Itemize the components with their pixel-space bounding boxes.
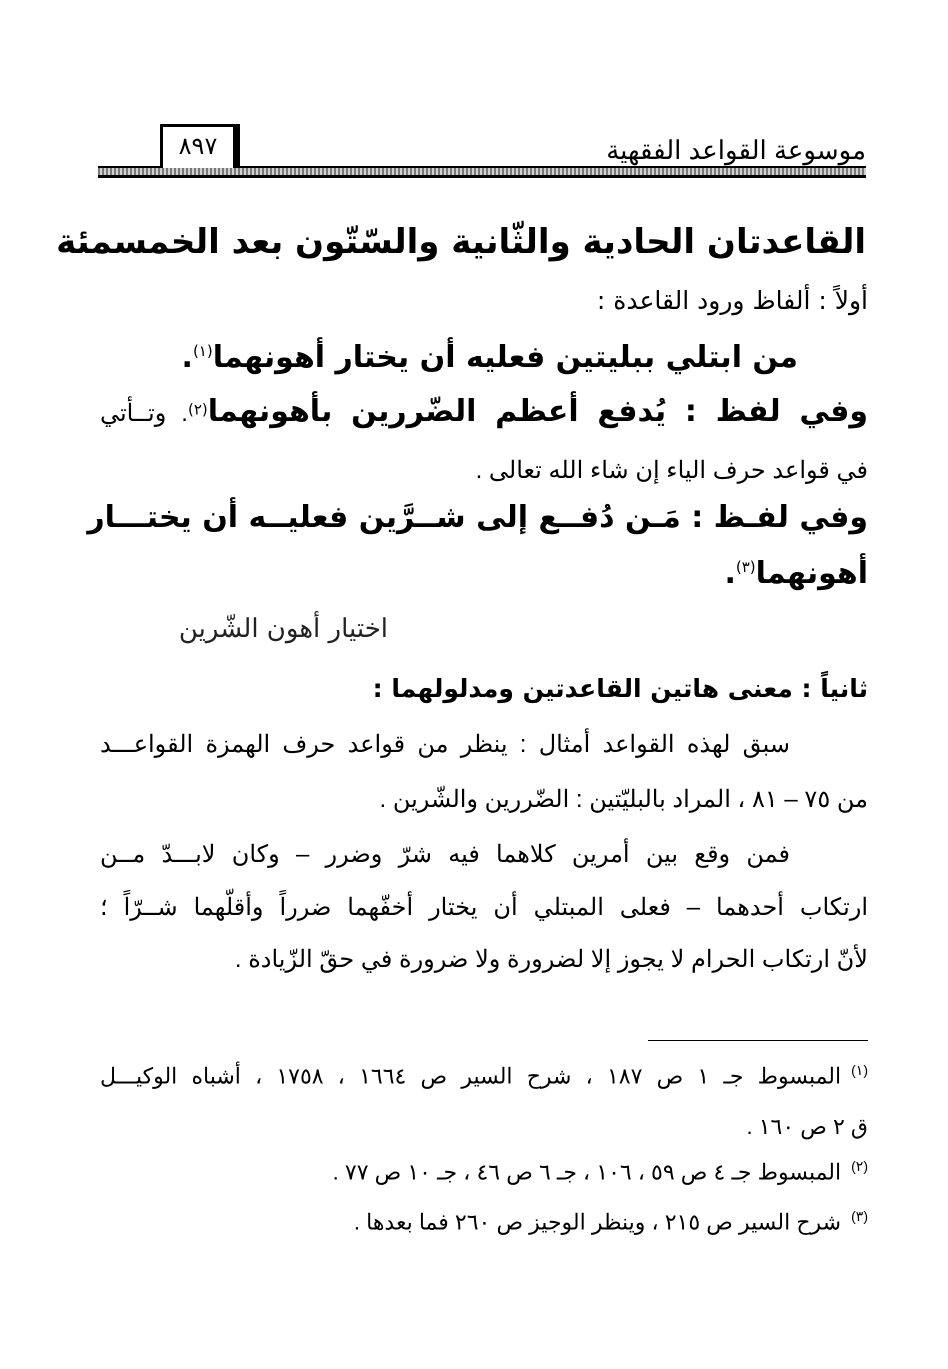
rule-statement-1 <box>182 340 798 375</box>
rule-statement-3 <box>87 500 868 535</box>
para1-line2: من ٧٥ – ٨١ ، المراد بالبليّتين : الضّررين والشّرين . <box>379 786 868 813</box>
rule3-prefix: وفي لفـظ : <box>680 500 868 535</box>
footnote-ref-2[interactable]: (٢) <box>187 400 208 419</box>
rule3-end: . <box>724 556 736 591</box>
footnote-1-number: (١) <box>851 1062 868 1078</box>
rule1-end: . <box>181 340 193 375</box>
rule-statement-2 <box>100 394 868 429</box>
section2-title: ثانياً : معنى هاتين القاعدتين ومدلولهما : <box>372 674 868 703</box>
page-number: ٨٩٧ <box>160 124 240 168</box>
footnote-2 <box>333 1158 868 1185</box>
footnote-1 <box>100 1062 868 1089</box>
rule2-tail: . وتــأتي <box>100 400 188 427</box>
rule-statement-3-cont <box>724 556 868 591</box>
footnote-3 <box>354 1208 868 1235</box>
para2-line1: فمن وقع بين أمرين كلاهما فيه شرّ وضرر – وكان لابـــدّ مــن <box>100 841 790 868</box>
rule1-text: من ابتلي ببليتين فعليه أن يختار أهونهما <box>212 340 798 375</box>
footnote-1-text: المبسوط جـ ١ ص ١٨٧ ، شرح السير ص ١٦٦٤ ، ١٧٥٨ ، أشباه الوكيـــل <box>100 1063 842 1089</box>
running-header-title: موسوعة القواعد الفقهية <box>606 135 866 165</box>
footnote-3-text: شرح السير ص ٢١٥ ، وينظر الوجيز ص ٢٦٠ فما بعدها . <box>353 1209 842 1235</box>
rule2-continuation: في قواعد حرف الياء إن شاء الله تعالى . <box>475 457 868 484</box>
footnote-ref-1[interactable]: (١) <box>192 342 213 360</box>
para1-line1: سبق لهذه القواعد أمثال : ينظر من قواعد حرف الهمزة القواعـــد <box>100 731 790 758</box>
footnote-3-number: (٣) <box>851 1208 868 1224</box>
footnote-2-number: (٢) <box>851 1158 868 1174</box>
rule2-text: يُدفع أعظم الضّررين بأهونهما <box>207 394 667 429</box>
handwritten-annotation: اختيار أهون الشّرين <box>178 614 388 644</box>
para2-line2: ارتكاب أحدهما – فعلى المبتلي أن يختار أخفّهما ضرراً وأقلّهما شــرّاً ؛ <box>100 894 868 921</box>
section1-title: أولاً : ألفاظ ورود القاعدة : <box>596 286 868 315</box>
rule3-line1: مَـن دُفــع إلى شــرَّين فعليــه أن يختـــار <box>87 500 681 535</box>
footnote-2-text: المبسوط جـ ٤ ص ٥٩ ، ١٠٦ ، جـ ٦ ص ٤٦ ، جـ ١٠ ص ٧٧ . <box>332 1159 842 1185</box>
footnote-separator <box>648 1040 868 1041</box>
rule2-prefix: وفي لفظ : <box>666 394 868 429</box>
rule-heading: القاعدتان الحادية والثّانية والسّتّون بعد الخمسمئة <box>56 222 866 262</box>
footnote-ref-3[interactable]: (٣) <box>735 558 756 576</box>
para2-line3: لأنّ ارتكاب الحرام لا يجوز إلا لضرورة ولا ضرورة في حقّ الزّيادة . <box>234 946 868 973</box>
rule3-line2: أهونهما <box>755 556 868 591</box>
footnote-1-cont: ق ٢ ص ١٦٠ . <box>746 1114 868 1139</box>
